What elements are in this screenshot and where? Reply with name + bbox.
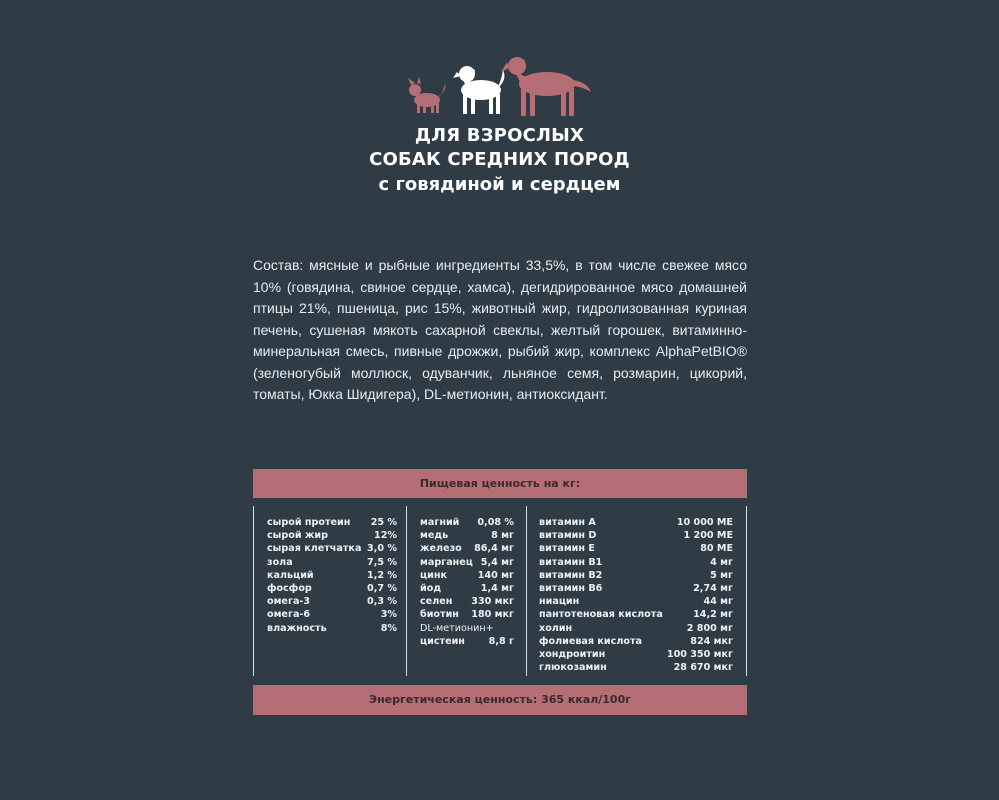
nutrient-value: 8,8 г [488,635,514,647]
divider-line [746,506,747,676]
nutrient-name: селен [420,596,453,608]
nutrient-name: железо [420,543,462,555]
nutrient-value: 7,5 % [367,556,397,568]
table-row [539,569,733,582]
table-row [420,529,514,542]
nutrient-name: марганец [420,556,473,568]
nutrient-value: 8 мг [491,530,514,542]
nutrient-name: биотин [420,609,459,621]
nutrient-name: сырой жир [267,530,329,542]
nutrient-name: ниацин [539,596,580,608]
table-row [420,542,514,555]
table-row [267,516,397,529]
nutrient-name: сырой протеин [267,517,351,528]
nutrient-value: 5 мг [710,569,733,581]
nutrient-value: 1,4 мг [480,582,514,594]
table-row [420,569,514,582]
nutrient-value: 0,08 % [477,517,514,528]
table-row [539,661,733,674]
nutrient-name: глюкозамин [539,662,607,674]
nutrient-name: фосфор [267,582,312,594]
table-row [420,635,514,648]
nutrient-value: 10 000 МЕ [676,517,733,528]
product-title [0,124,999,198]
nutrition-table [253,506,747,676]
nutrient-name: фолиевая кислота [539,635,642,647]
nutrient-value: 14,2 мг [693,609,733,621]
table-row [539,516,733,529]
nutrient-value: 12% [374,530,397,542]
divider-line [526,506,527,676]
title-line-3: с говядиной и сердцем [378,174,621,195]
nutrient-name: холин [539,622,573,634]
nutrient-value: 5,4 мг [480,556,514,568]
nutrient-value: 100 350 мкг [666,648,733,660]
nutrient-value: 330 мкг [471,596,514,608]
nutrient-name: пантотеновая кислота [539,609,663,621]
nutrient-value: 180 мкг [471,609,514,621]
table-row [539,582,733,595]
large-dog-icon [501,57,591,116]
nutrient-name: витамин А [539,517,596,528]
nutrient-name: влажность [267,622,327,634]
nutrient-name: йод [420,582,442,594]
nutrient-name: хондроитин [539,648,606,660]
nutrient-value: 1 200 МЕ [683,530,733,542]
table-row [267,529,397,542]
table-row [539,648,733,661]
divider-line [253,506,254,676]
table-row [539,635,733,648]
table-row [267,595,397,608]
nutrient-value: 25 % [370,517,397,528]
nutrient-name: витамин В1 [539,556,603,568]
nutrient-name: витамин В2 [539,569,603,581]
table-row [267,569,397,582]
table-row [539,529,733,542]
nutrient-name: магний [420,517,460,528]
table-row [420,556,514,569]
nutrition-column-1 [267,516,397,635]
nutrient-value: 824 мкг [690,635,733,647]
nutrient-name: омега-3 [267,596,311,608]
nutrient-name: цистеин [420,635,465,647]
table-row [539,622,733,635]
small-dog-icon [408,77,445,113]
table-row [267,608,397,621]
table-row [420,516,514,529]
nutrient-value: 28 670 мкг [673,662,733,674]
nutrition-header: Пищевая ценность на кг: [253,469,747,498]
nutrition-column-3 [539,516,733,674]
table-row [420,622,514,635]
nutrient-value: 3,0 % [367,543,397,555]
nutrient-name: медь [420,530,449,542]
nutrient-value: 80 МЕ [700,543,733,555]
table-row [420,608,514,621]
nutrient-name: DL-метионин+ [420,622,494,634]
nutrient-name: кальций [267,569,314,581]
nutrient-value: 4 мг [710,556,733,568]
nutrition-column-2 [420,516,514,648]
nutrient-name: витамин D [539,530,597,542]
composition-text: Состав: мясные и рыбные ингредиенты 33,5%, в том числе свежее мясо 10% (говядина, свиное сердце, хамса), дегидрированное мясо домашней птицы 21%, пшеница, рис 15%, животный жир, гидролизованная куриная печень, сушеная мякоть сахарной свеклы, желтый горошек, витаминно-минеральная смесь, пивные дрожжи, рыбий жир, комплекс AlphaPetBIO® (зеленогубый моллюск, одуванчик, льняное семя, розмарин, цикорий, томаты, Юкка Шидигера), DL-метионин, антиоксидант. [253,257,747,402]
nutrient-name: витамин Е [539,543,595,555]
nutrient-name: зола [267,556,293,568]
table-row [539,556,733,569]
nutrient-name: цинк [420,569,447,581]
nutrient-name: витамин В6 [539,582,603,594]
title-line-1: ДЛЯ ВЗРОСЛЫХ [414,125,585,146]
table-row [539,542,733,555]
nutrient-value: 0,3 % [367,596,397,608]
nutrient-value: 2 800 мг [686,622,733,634]
title-line-2: СОБАК СРЕДНИХ ПОРОД [369,149,630,170]
nutrient-value: 86,4 мг [474,543,514,555]
nutrient-name: омега-6 [267,609,311,621]
table-row [267,622,397,635]
table-row [539,608,733,621]
nutrient-value: 140 мг [477,569,514,581]
table-row [267,556,397,569]
table-row [267,542,397,555]
table-row [420,582,514,595]
nutrient-value: 44 мг [703,596,733,608]
nutrient-value: 1,2 % [367,569,397,581]
nutrient-value: 8% [380,622,397,634]
energy-value: Энергетическая ценность: 365 ккал/100г [253,685,747,715]
table-row [539,595,733,608]
table-row [420,595,514,608]
nutrient-value: 3% [380,609,397,621]
divider-line [406,506,407,676]
nutrient-value: 0,7 % [367,582,397,594]
table-row [267,582,397,595]
nutrient-value: 2,74 мг [693,582,733,594]
medium-dog-icon [453,66,504,114]
nutrient-name: сырая клетчатка [267,543,362,555]
dog-sizes-icon [405,52,595,122]
